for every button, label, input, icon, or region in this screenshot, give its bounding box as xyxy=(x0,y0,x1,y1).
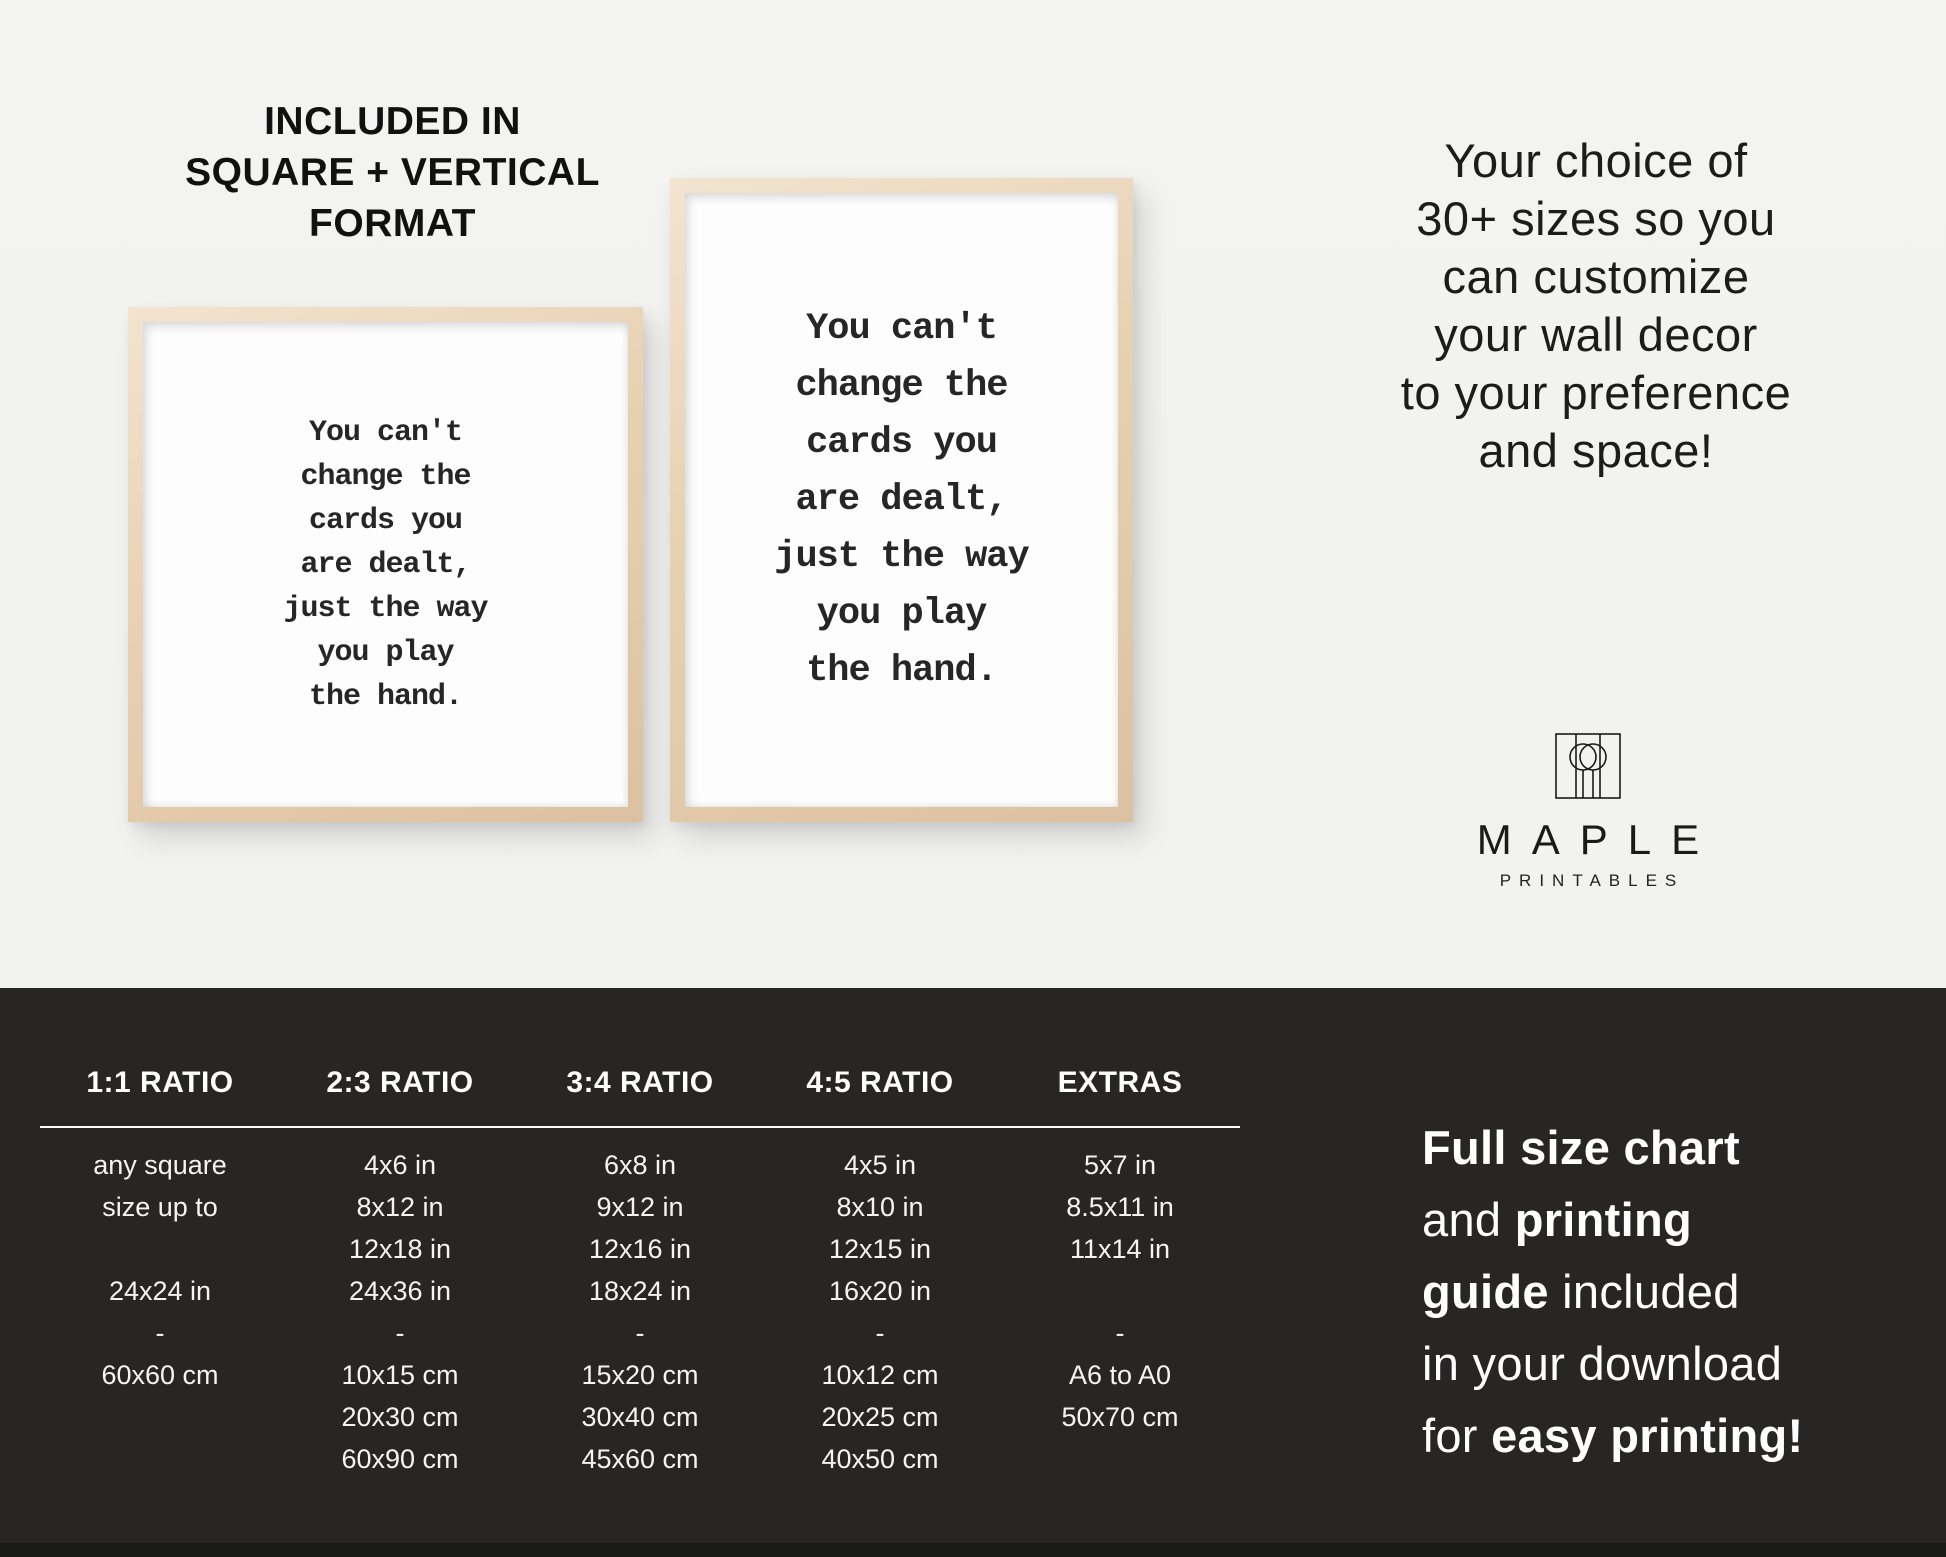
size-cell: - xyxy=(875,1318,885,1348)
size-cell: 10x15 cm xyxy=(341,1360,459,1390)
size-column xyxy=(760,1144,1000,1480)
download-note-line xyxy=(1422,1112,1942,1184)
size-cell: 5x7 in xyxy=(1083,1150,1157,1180)
poster-quote-line: are dealt, xyxy=(300,547,471,582)
poster-quote-line: cards you xyxy=(806,421,997,464)
vertical-poster-paper xyxy=(685,193,1118,807)
download-note-line xyxy=(1422,1400,1942,1472)
size-chart-header-row xyxy=(40,1066,1240,1100)
size-cell: size up to xyxy=(102,1192,218,1222)
format-heading-line: FORMAT xyxy=(309,202,476,245)
brand-subtitle: PRINTABLES xyxy=(1499,871,1685,890)
download-note-line xyxy=(1422,1328,1942,1400)
poster-quote-line: you play xyxy=(816,592,987,635)
size-cell: 10x12 cm xyxy=(821,1360,939,1390)
size-cell xyxy=(40,1396,280,1438)
format-heading xyxy=(160,96,625,249)
poster-quote-line: the hand. xyxy=(308,679,462,714)
note-bold-text: easy printing! xyxy=(1491,1409,1804,1462)
size-cell: - xyxy=(155,1318,165,1348)
size-cell: - xyxy=(395,1318,405,1348)
size-cell: 30x40 cm xyxy=(581,1402,699,1432)
size-chart-table xyxy=(40,1066,1240,1480)
size-column xyxy=(520,1144,760,1480)
sizes-pitch-line: 30+ sizes so you xyxy=(1416,192,1776,245)
poster-quote-line: You can't xyxy=(806,307,997,350)
poster-quote-line: just the way xyxy=(774,535,1029,578)
size-cell: 8x12 in xyxy=(356,1192,444,1222)
size-cell: 60x60 cm xyxy=(101,1360,219,1390)
size-cell: A6 to A0 xyxy=(1068,1360,1172,1390)
size-cell: 11x14 in xyxy=(1069,1234,1171,1264)
note-regular-text: in your download xyxy=(1422,1337,1783,1390)
size-cell: 12x18 in xyxy=(348,1234,452,1264)
size-cell: any square xyxy=(93,1150,227,1180)
size-column-header: 3:4 RATIO xyxy=(566,1066,714,1099)
size-cell: 8.5x11 in xyxy=(1066,1192,1174,1222)
square-frame-poster xyxy=(128,307,643,822)
sizes-pitch-line: and space! xyxy=(1478,424,1714,477)
size-column-header: EXTRAS xyxy=(1057,1066,1183,1099)
size-column-header: 2:3 RATIO xyxy=(326,1066,474,1099)
sizes-pitch-line: to your preference xyxy=(1400,366,1792,419)
poster-quote-line: are dealt, xyxy=(795,478,1008,521)
size-cell: 20x30 cm xyxy=(341,1402,459,1432)
size-cell: 45x60 cm xyxy=(581,1444,699,1474)
size-chart-divider xyxy=(40,1126,1240,1128)
size-cell xyxy=(1000,1270,1240,1312)
poster-quote-line: change the xyxy=(795,364,1008,407)
size-chart-body xyxy=(40,1144,1240,1480)
size-cell: 20x25 cm xyxy=(821,1402,939,1432)
size-cell: 50x70 cm xyxy=(1061,1402,1179,1432)
square-poster-quote xyxy=(283,411,487,719)
size-cell: 4x6 in xyxy=(363,1150,437,1180)
note-bold-text: printing xyxy=(1514,1193,1692,1246)
size-cell: 18x24 in xyxy=(588,1276,692,1306)
sizes-pitch-line: can customize xyxy=(1442,250,1750,303)
size-cell: 12x15 in xyxy=(828,1234,932,1264)
size-column xyxy=(280,1144,520,1480)
size-cell: 15x20 cm xyxy=(581,1360,699,1390)
size-column-header: 1:1 RATIO xyxy=(86,1066,234,1099)
format-heading-line: INCLUDED IN xyxy=(264,100,521,143)
size-cell xyxy=(1000,1438,1240,1480)
size-cell xyxy=(40,1438,280,1480)
size-cell: 24x36 in xyxy=(348,1276,452,1306)
brand-name: MAPLE xyxy=(1476,816,1720,863)
download-note-line xyxy=(1422,1256,1942,1328)
poster-quote-line: just the way xyxy=(283,591,488,626)
poster-quote-line: you play xyxy=(317,635,454,670)
size-column-header: 4:5 RATIO xyxy=(806,1066,954,1099)
sizes-pitch-text xyxy=(1266,132,1926,480)
note-regular-text: for xyxy=(1422,1409,1492,1462)
poster-quote-line: cards you xyxy=(308,503,462,538)
format-heading-line: SQUARE + VERTICAL xyxy=(185,151,600,194)
maple-logo-icon xyxy=(1555,733,1621,799)
download-note xyxy=(1422,1112,1942,1472)
poster-quote-line: change the xyxy=(300,459,471,494)
note-bold-text: Full size chart xyxy=(1422,1121,1740,1174)
note-bold-text: guide xyxy=(1422,1265,1549,1318)
note-regular-text: and xyxy=(1422,1193,1515,1246)
sizes-pitch-line: Your choice of xyxy=(1444,134,1748,187)
sizes-pitch-line: your wall decor xyxy=(1434,308,1758,361)
bottom-strip xyxy=(0,1543,1946,1557)
size-cell: 12x16 in xyxy=(588,1234,692,1264)
size-cell: - xyxy=(1115,1318,1125,1348)
size-cell: 24x24 in xyxy=(108,1276,212,1306)
size-cell: 40x50 cm xyxy=(821,1444,939,1474)
size-cell xyxy=(40,1228,280,1270)
size-cell: 8x10 in xyxy=(836,1192,924,1222)
vertical-poster-quote xyxy=(774,301,1028,700)
poster-quote-line: the hand. xyxy=(806,649,997,692)
size-column xyxy=(40,1144,280,1480)
size-cell: 60x90 cm xyxy=(341,1444,459,1474)
size-cell: - xyxy=(635,1318,645,1348)
size-cell: 9x12 in xyxy=(596,1192,684,1222)
poster-quote-line: You can't xyxy=(308,415,462,450)
note-regular-text: included xyxy=(1548,1265,1740,1318)
size-column xyxy=(1000,1144,1240,1480)
square-poster-paper xyxy=(143,322,628,807)
vertical-frame-poster xyxy=(670,178,1133,822)
size-cell: 16x20 in xyxy=(828,1276,932,1306)
size-cell: 4x5 in xyxy=(843,1150,917,1180)
download-note-line xyxy=(1422,1184,1942,1256)
brand-logo xyxy=(1388,733,1788,891)
size-cell: 6x8 in xyxy=(603,1150,677,1180)
